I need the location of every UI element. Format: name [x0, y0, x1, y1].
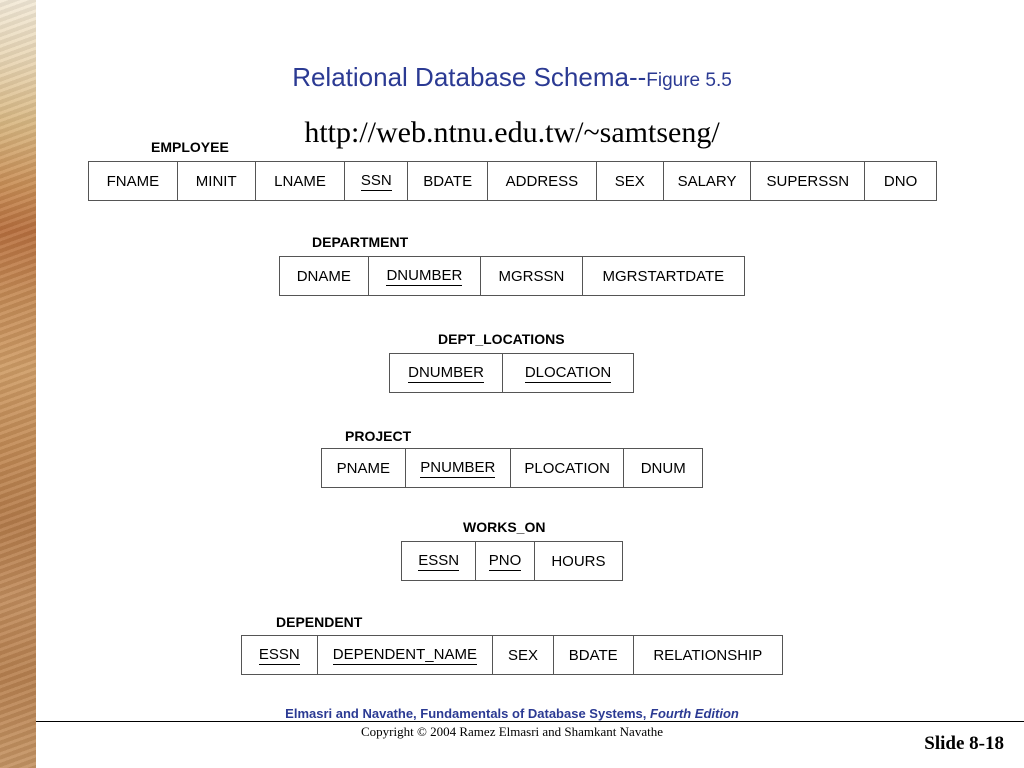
attr-cell-key: DLOCATION: [524, 363, 612, 381]
book-edition: Fourth Edition: [650, 706, 739, 721]
footer-divider: [36, 721, 1024, 722]
attr-cell: SEX: [493, 636, 554, 674]
attr-cell-key: ESSN: [402, 542, 476, 580]
relation-works-on: [401, 541, 623, 581]
attr-cell: SEX: [597, 162, 664, 200]
attr-cell: MGRSSN: [481, 257, 583, 295]
relation-name-dependent: DEPENDENT: [276, 614, 363, 630]
attr-cell: DNO: [883, 172, 918, 190]
attr-cell: RELATIONSHIP: [653, 646, 763, 664]
relation-dept-locations: [389, 353, 634, 393]
attr-cell-key: ESSN: [242, 636, 318, 674]
course-url: http://web.ntnu.edu.tw/~samtseng/: [304, 116, 720, 149]
relation-department: [279, 256, 745, 296]
attr-cell: ADDRESS: [488, 162, 597, 200]
attr-cell: DNAME: [280, 257, 369, 295]
attr-cell: MINIT: [178, 162, 256, 200]
copyright-notice: Copyright © 2004 Ramez Elmasri and Shamkant Navathe: [361, 724, 663, 739]
book-credit-text: Elmasri and Navathe, Fundamentals of Database Systems,: [285, 706, 647, 721]
relation-name-department: DEPARTMENT: [312, 234, 409, 250]
attr-cell: PNAME: [322, 449, 406, 487]
slide-title-figure: Figure 5.5: [646, 70, 732, 91]
attr-cell: BDATE: [408, 162, 488, 200]
slide-title: [0, 62, 1024, 93]
attr-cell-key: SSN: [345, 162, 408, 200]
slide-title-main: Relational Database Schema--: [292, 62, 647, 92]
attr-cell-key: PNUMBER: [406, 449, 511, 487]
attr-cell: PLOCATION: [511, 449, 624, 487]
attr-cell-key: DNUMBER: [369, 257, 482, 295]
attr-cell: FNAME: [89, 162, 178, 200]
relation-dependent: [241, 635, 783, 675]
attr-cell: SUPERSSN: [751, 162, 865, 200]
attr-cell: DNUM: [640, 459, 686, 477]
attr-cell: LNAME: [256, 162, 346, 200]
book-credit: [0, 706, 1024, 721]
relation-employee: [88, 161, 937, 201]
relation-name-dept-locations: DEPT_LOCATIONS: [438, 331, 565, 347]
relation-name-employee: EMPLOYEE: [151, 139, 229, 155]
slide-number: Slide 8-18: [924, 733, 1004, 754]
attr-cell: HOURS: [551, 552, 606, 570]
relation-name-works-on: WORKS_ON: [463, 519, 546, 535]
attr-cell: BDATE: [554, 636, 634, 674]
relation-project: [321, 448, 703, 488]
attr-cell: SALARY: [664, 162, 752, 200]
attr-cell-key: DNUMBER: [390, 354, 503, 392]
attr-cell: MGRSTARTDATE: [602, 267, 725, 285]
relation-name-project: PROJECT: [345, 428, 412, 444]
attr-cell-key: PNO: [476, 542, 534, 580]
attr-cell-key: DEPENDENT_NAME: [318, 636, 493, 674]
